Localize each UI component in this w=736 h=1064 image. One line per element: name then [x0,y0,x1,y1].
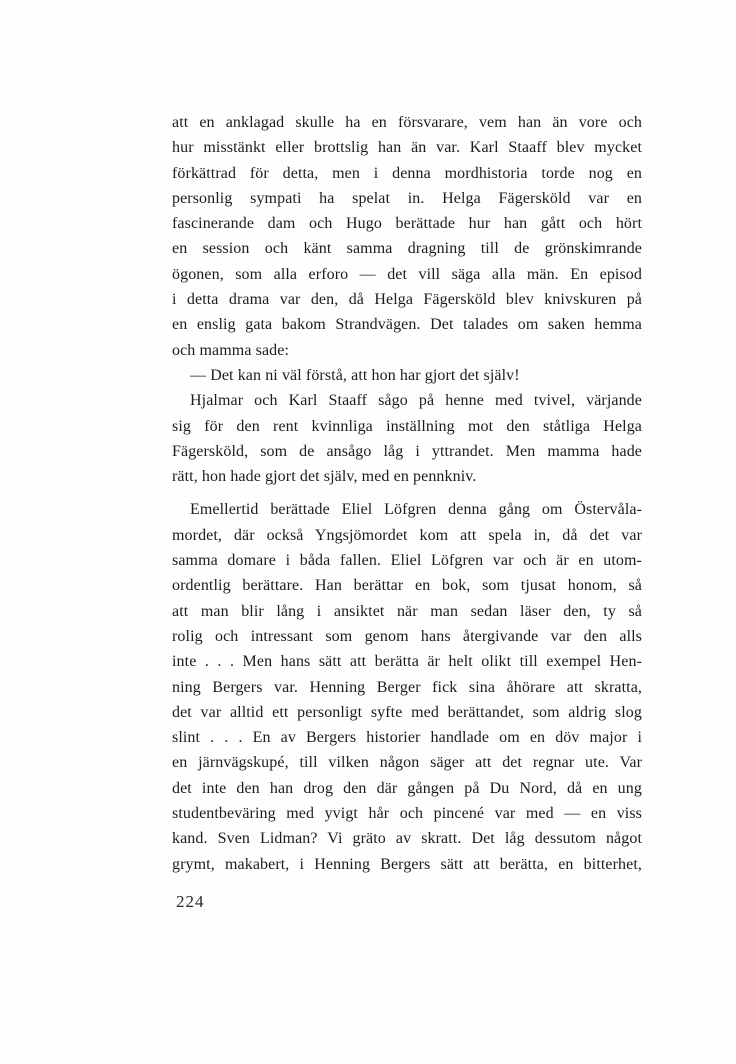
paragraph-gap [172,489,642,497]
text-line: ning Bergers var. Henning Berger fick sina åhörare att skratta, [172,678,642,696]
text-line: Fägersköld, som de ansågo låg i yttrandet. Men mamma hade [172,442,642,460]
text-line: rätt, hon hade gjort det själv, med en pennkniv. [172,468,477,486]
text-line: ordentlig berättare. Han berättar en bok, som tjusat honom, så [172,577,642,595]
text-line: att en anklagad skulle ha en försvarare, vem han än vore och [172,114,642,131]
text-line: grymt, makabert, i Henning Bergers sätt att berätta, en bitterhet, [172,855,642,873]
paragraph-4 [172,497,642,876]
text-line: en session och känt samma dragning till de grönskimrande [172,240,642,258]
text-line: personlig sympati ha spelat in. Helga Fägersköld var en [172,189,642,207]
dialogue-line: — Det kan ni väl förstå, att hon har gjort det själv! [190,366,520,384]
text-line: Emellertid berättade Eliel Löfgren denna gång om Östervåla- [190,501,642,519]
text-line: sig för den rent kvinnliga inställning mot den ståtliga Helga [172,417,642,435]
text-line: det inte den han drog den där gången på Du Nord, då en ung [172,779,642,797]
text-line: i detta drama var den, då Helga Fägersköld blev knivskuren på [172,291,642,309]
paragraph-1 [172,110,642,363]
text-line: att man blir lång i ansiktet när man sedan läser den, ty så [172,602,642,620]
page-number: 224 [176,892,205,911]
paragraph-3 [172,388,642,489]
text-line: slint . . . En av Bergers historier handlade om en döv major i [172,729,642,747]
text-line: inte . . . Men hans sätt att berätta är helt olikt till exempel Hen- [172,653,642,671]
text-line: en järnvägskupé, till vilken någon säger att det regnar ute. Var [172,754,642,772]
text-line: hur misstänkt eller brottslig han än var. Karl Staaff blev mycket [172,139,642,157]
text-line: en enslig gata bakom Strandvägen. Det talades om saken hemma [172,316,642,334]
text-line: fascinerande dam och Hugo berättade hur han gått och hört [172,215,642,233]
text-line: studentbeväring med yvigt hår och pincené var med — en viss [172,805,642,823]
body-text [172,110,642,877]
text-line: ögonen, som alla erforo — det vill säga alla män. En episod [172,265,642,283]
text-line: rolig och intressant som genom hans återgivande var den alls [172,627,642,645]
text-line: samma domare i båda fallen. Eliel Löfgren var och är en utom- [172,552,642,570]
text-line: mordet, där också Yngsjömordet kom att spela in, då det var [172,526,642,544]
text-line: Hjalmar och Karl Staaff sågo på henne med tvivel, värjande [190,392,642,410]
text-line: och mamma sade: [172,341,290,359]
text-line: förkättrad för detta, men i denna mordhistoria torde nog en [172,164,642,182]
text-line: det var alltid ett personligt syfte med berättandet, som aldrig slog [172,703,642,721]
paragraph-2 [172,363,642,388]
text-line: kand. Sven Lidman? Vi gräto av skratt. Det låg dessutom något [172,830,642,848]
